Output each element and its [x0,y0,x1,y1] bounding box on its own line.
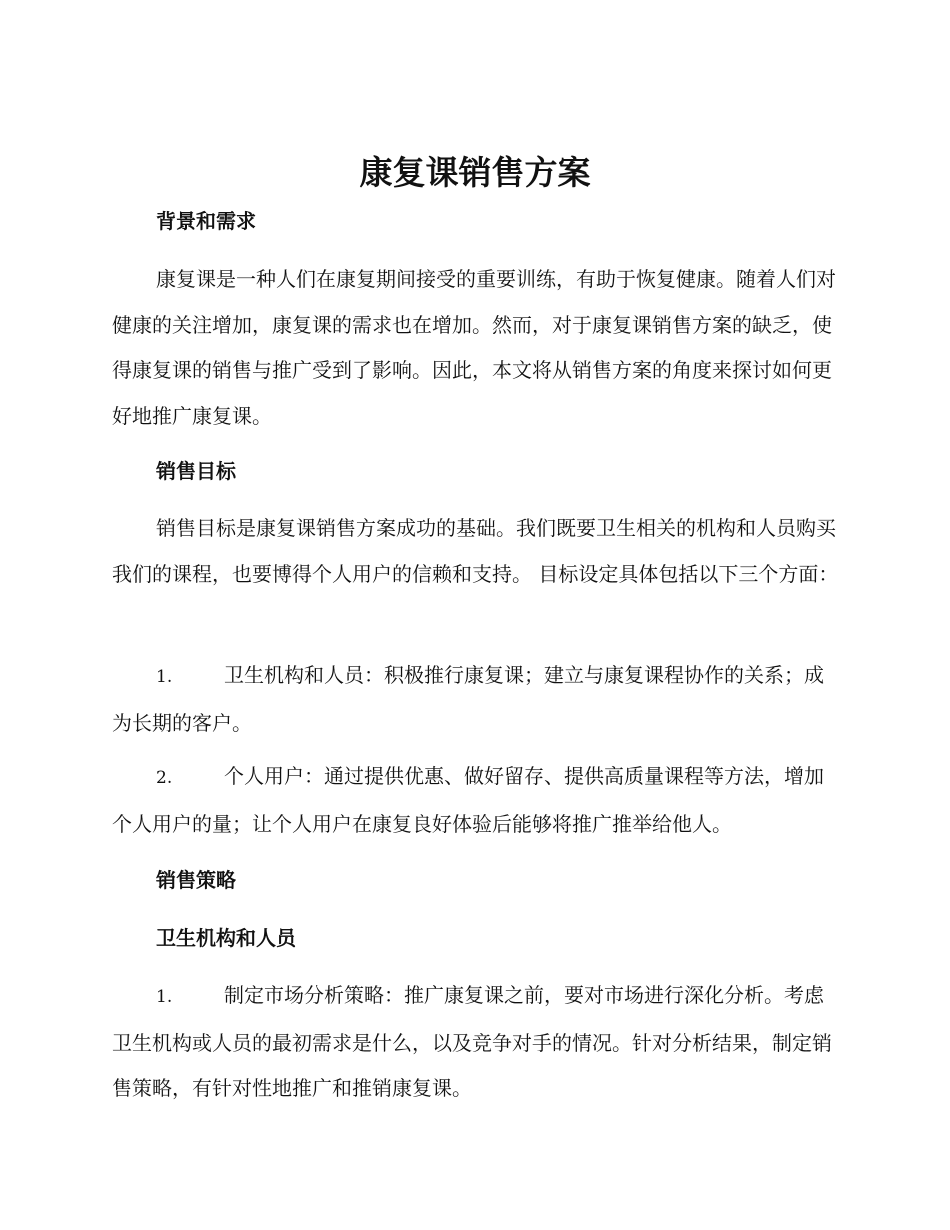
list-item-text: 卫生机构和人员：积极推行康复课；建立与康复课程协作的关系；成为长期的客户。 [112,663,824,735]
list-item-goal-2 [112,754,842,847]
heading-sales-goal: 销售目标 [156,459,236,483]
list-item-strategy-1 [112,973,842,1112]
list-number: 1. [156,667,173,687]
document-title: 康复课销售方案 [359,153,591,192]
heading-institutions: 卫生机构和人员 [156,926,296,950]
list-number: 1. [156,987,173,1007]
heading-background: 背景和需求 [156,209,256,233]
heading-sales-strategy: 销售策略 [156,868,236,892]
paragraph-sales-goal: 销售目标是康复课销售方案成功的基础。我们既要卫生相关的机构和人员购买我们的课程，也要博得个人用户的信赖和支持。 目标设定具体包括以下三个方面： [112,516,839,586]
list-item-text: 个人用户：通过提供优惠、做好留存、提供高质量课程等方法，增加个人用户的量；让个人用户在康复良好体验后能够将推广推举给他人。 [112,764,824,836]
list-item-text: 制定市场分析策略：推广康复课之前，要对市场进行深化分析。考虑卫生机构或人员的最初需求是什么，以及竞争对手的情况。针对分析结果，制定销售策略，有针对性地推广和推销康复课。 [112,983,832,1100]
paragraph-background: 康复课是一种人们在康复期间接受的重要训练，有助于恢复健康。随着人们对健康的关注增加，康复课的需求也在增加。然而，对于康复课销售方案的缺乏，使得康复课的销售与推广受到了影响。因此，本文将从销售方案的角度来探讨如何更好地推广康复课。 [112,267,836,428]
list-number: 2. [156,768,173,788]
list-item-goal-1 [112,653,842,746]
